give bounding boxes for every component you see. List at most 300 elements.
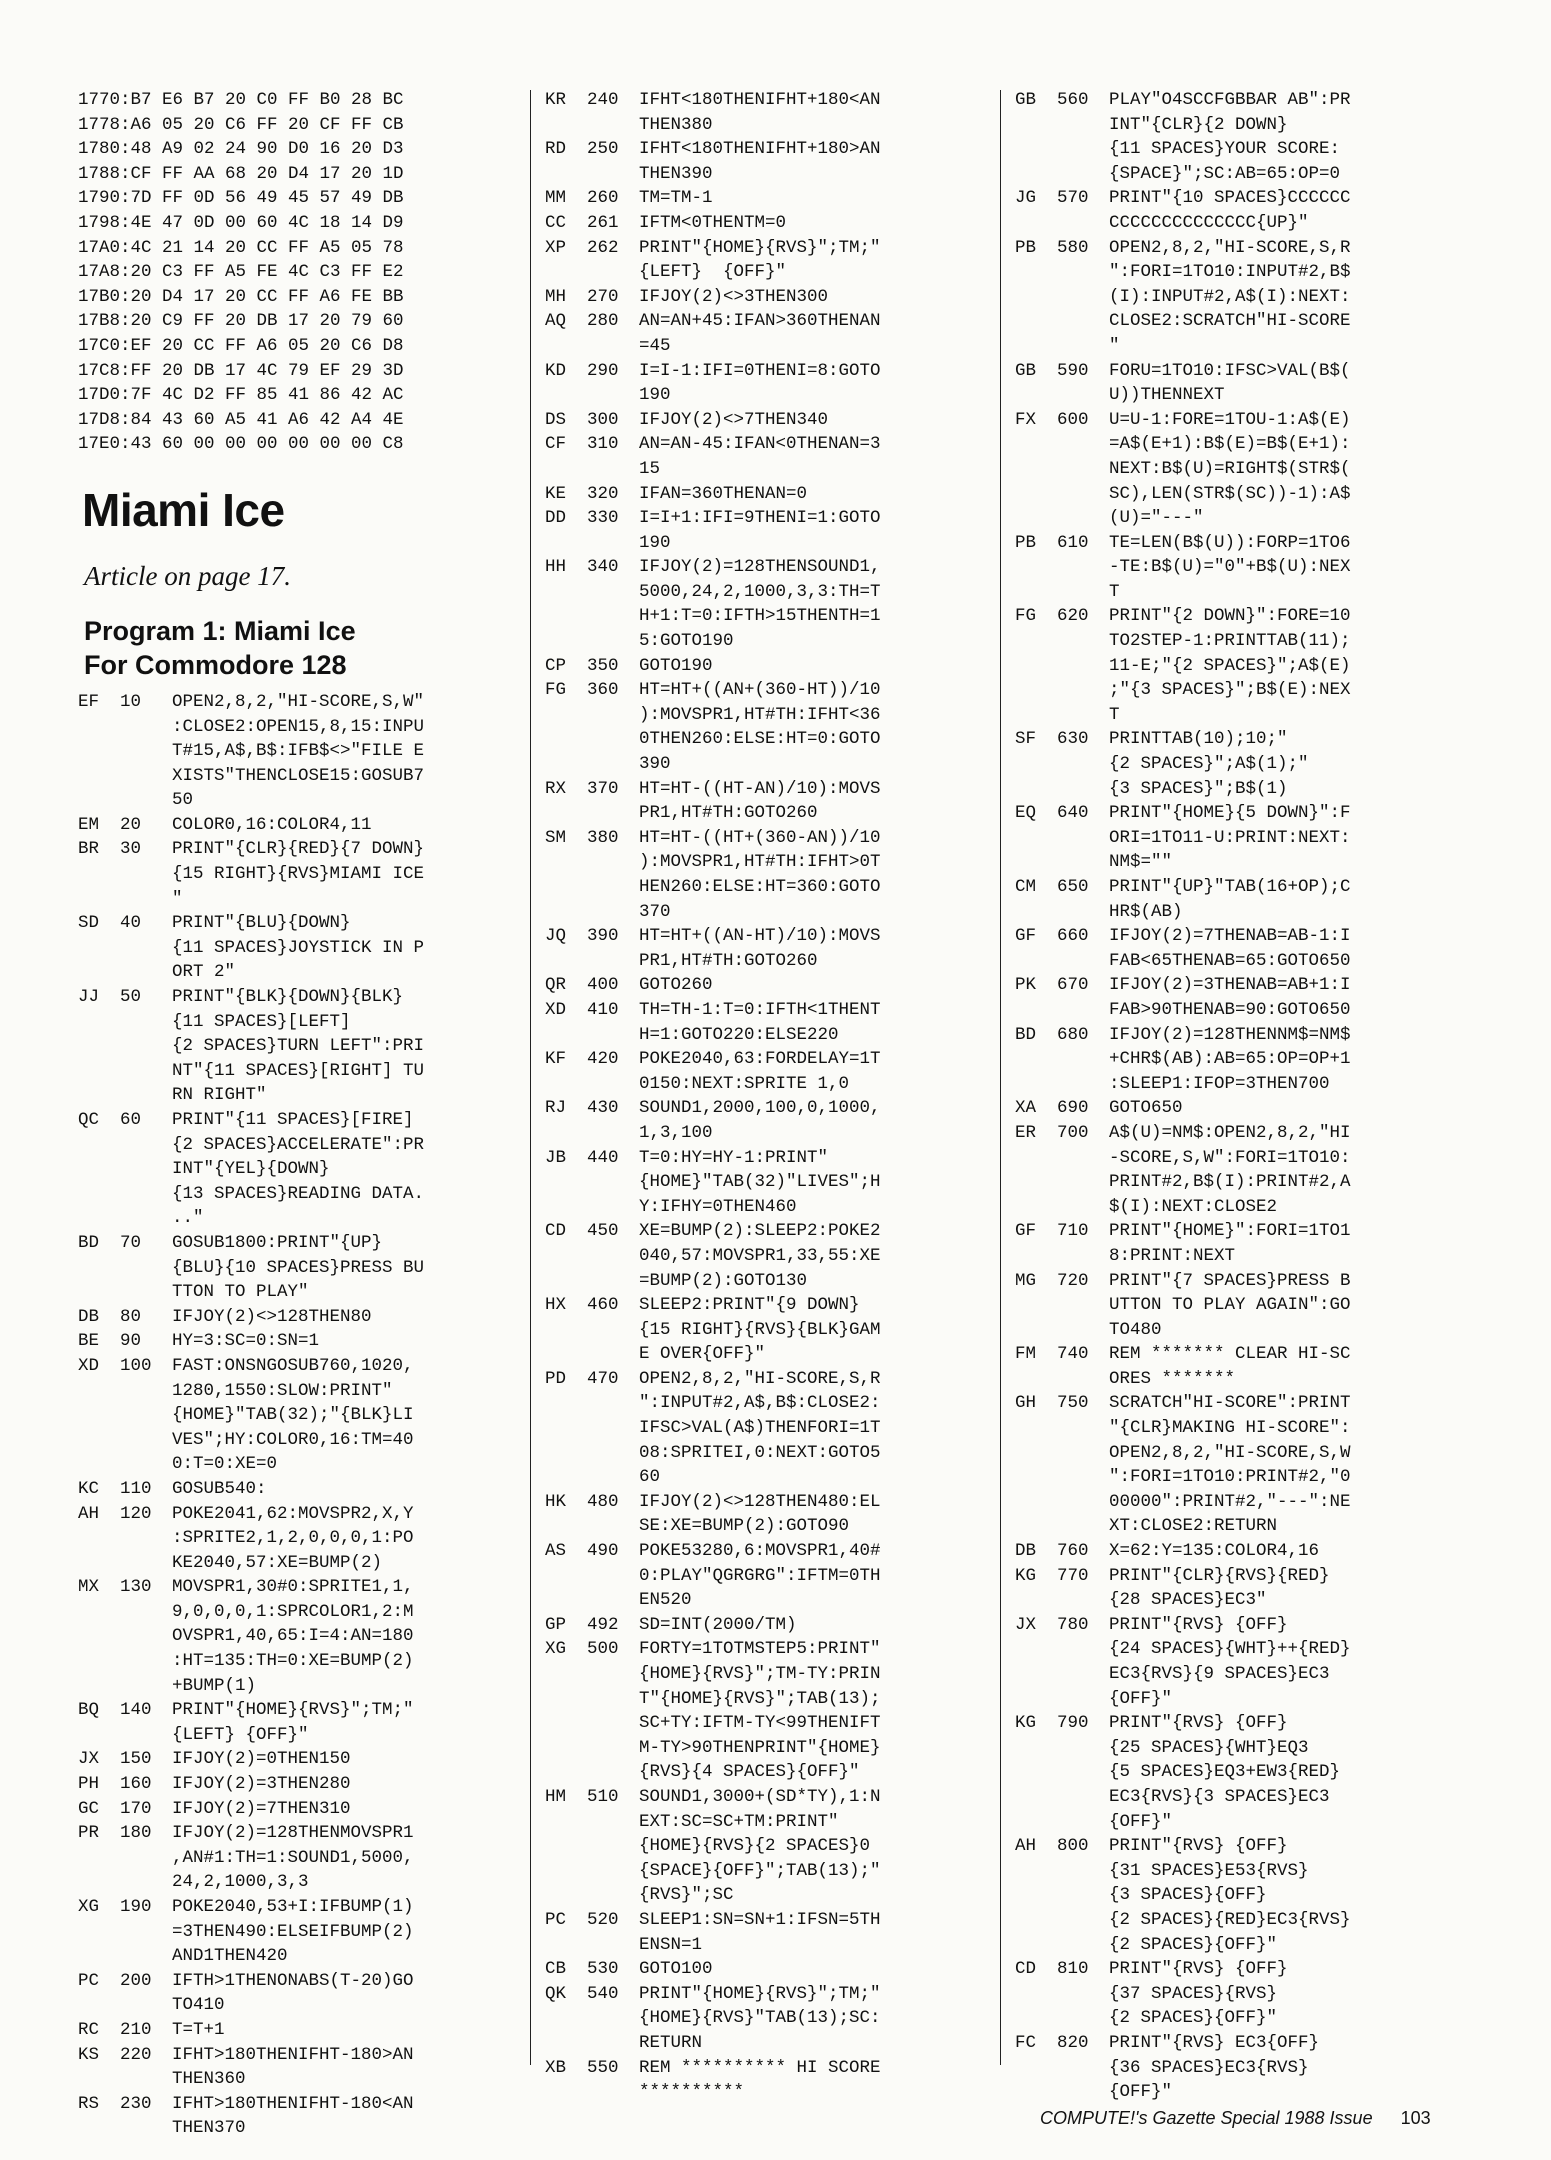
checksum-label: XA <box>1015 1098 1037 1119</box>
line-number <box>120 1624 172 1649</box>
code-text: IFJOY(2)=3THEN280 <box>172 1774 351 1795</box>
code-text: {36 SPACES}EC3{RVS} <box>1109 2057 1309 2078</box>
checksum-label: BQ <box>78 1700 100 1721</box>
listing-line <box>545 1711 995 1736</box>
line-number <box>1057 260 1109 285</box>
listing-line <box>545 2006 995 2031</box>
checksum-label <box>78 1157 120 1182</box>
listing-line <box>78 1083 508 1108</box>
code-text: :SLEEP1:IFOP=3THEN700 <box>1109 1073 1330 1094</box>
code-text: (U)="---" <box>1109 508 1204 529</box>
listing-line <box>78 1452 508 1477</box>
listing-line <box>1015 2080 1480 2105</box>
code-text: VES";HY:COLOR0,16:TM=40 <box>172 1429 414 1450</box>
checksum-label <box>1015 678 1057 703</box>
code-text: H+1:T=0:IFTH>15THENTH=1 <box>639 606 881 627</box>
code-text: {31 SPACES}E53{RVS} <box>1109 1860 1309 1881</box>
code-text: ):MOVSPR1,HT#TH:IFHT<36 <box>639 704 881 725</box>
checksum-label <box>545 875 587 900</box>
code-text: ":FORI=1TO10:INPUT#2,B$ <box>1109 262 1351 283</box>
listing-line <box>545 1564 995 1589</box>
checksum-label <box>1015 1416 1057 1441</box>
listing-line <box>1015 1514 1480 1539</box>
checksum-label: FM <box>1015 1344 1037 1365</box>
listing-line <box>545 1269 995 1294</box>
line-number <box>587 1170 639 1195</box>
listing-line <box>1015 973 1480 998</box>
code-text: ":FORI=1TO10:PRINT#2,"0 <box>1109 1467 1351 1488</box>
code-text: {RVS}";SC <box>639 1885 734 1906</box>
hex-dump-line: 1770:B7 E6 B7 20 C0 FF B0 28 BC <box>78 90 404 110</box>
code-text: OPEN2,8,2,"HI-SCORE,S,W <box>1109 1442 1351 1463</box>
code-text: T=0:HY=HY-1:PRINT" <box>639 1147 829 1168</box>
line-number <box>587 162 639 187</box>
listing-line <box>78 1231 508 1256</box>
code-text: {3 SPACES}";B$(1) <box>1109 778 1288 799</box>
code-text: UTTON TO PLAY AGAIN":GO <box>1109 1295 1351 1316</box>
listing-line <box>1015 1613 1480 1638</box>
checksum-label: HH <box>545 557 567 578</box>
listing-line <box>545 457 995 482</box>
listing-line <box>1015 1588 1480 1613</box>
code-text: GOSUB1800:PRINT"{UP} <box>172 1232 383 1253</box>
line-number <box>1057 580 1109 605</box>
listing-line <box>78 1895 508 1920</box>
code-text: -TE:B$(U)="0"+B$(U):NEX <box>1109 557 1351 578</box>
checksum-label <box>545 1514 587 1539</box>
listing-line <box>545 1982 995 2007</box>
checksum-label: PB <box>1015 532 1037 553</box>
listing-line <box>545 1146 995 1171</box>
checksum-label: HK <box>545 1491 567 1512</box>
listing-line <box>1015 285 1480 310</box>
listing-line <box>78 1256 508 1281</box>
listing-line <box>1015 359 1480 384</box>
checksum-label: GC <box>78 1798 100 1819</box>
checksum-label <box>545 1933 587 1958</box>
checksum-label: DB <box>1015 1541 1037 1562</box>
checksum-label <box>1015 777 1057 802</box>
listing-line <box>545 1072 995 1097</box>
checksum-label <box>1015 1588 1057 1613</box>
listing-line <box>545 1367 995 1392</box>
listing-line <box>1015 1465 1480 1490</box>
code-text: THEN360 <box>172 2069 246 2090</box>
line-number <box>587 457 639 482</box>
listing-line <box>1015 1146 1480 1171</box>
listing-line <box>545 211 995 236</box>
line-number: 520 <box>587 1909 619 1930</box>
listing-line <box>545 1416 995 1441</box>
listing-line <box>1015 1170 1480 1195</box>
listing-line <box>545 629 995 654</box>
code-text: FAB<65THENAB=65:GOTO650 <box>1109 950 1351 971</box>
line-number <box>1057 949 1109 974</box>
article-reference: Article on page 17. <box>84 560 291 591</box>
line-number <box>1057 1859 1109 1884</box>
code-text: +BUMP(1) <box>172 1675 257 1696</box>
listing-line <box>1015 1883 1480 1908</box>
code-text: EN520 <box>639 1590 692 1611</box>
listing-line <box>78 887 508 912</box>
checksum-label <box>545 801 587 826</box>
line-number <box>120 1600 172 1625</box>
checksum-label <box>78 764 120 789</box>
code-text: 5000,24,2,1000,3,3:TH=T <box>639 581 881 602</box>
code-text: POKE2040,53+I:IFBUMP(1) <box>172 1897 414 1917</box>
listing-line <box>1015 703 1480 728</box>
line-number: 820 <box>1057 2032 1089 2053</box>
listing-line <box>1015 924 1480 949</box>
listing-line <box>1015 1982 1480 2007</box>
line-number <box>1057 1367 1109 1392</box>
code-text: CLOSE2:SCRATCH"HI-SCORE <box>1109 311 1351 332</box>
code-text: GOTO260 <box>639 975 713 996</box>
checksum-label <box>1015 1490 1057 1515</box>
code-text: PRINT"{HOME}{RVS}";TM;" <box>172 1700 414 1721</box>
checksum-label: MH <box>545 286 567 307</box>
checksum-label <box>1015 2006 1057 2031</box>
checksum-label <box>1015 211 1057 236</box>
line-number: 710 <box>1057 1221 1089 1242</box>
code-text: IFJOY(2)<>3THEN300 <box>639 286 829 307</box>
line-number: 261 <box>587 212 619 233</box>
checksum-label <box>1015 1514 1057 1539</box>
code-text: PRINT#2,B$(I):PRINT#2,A <box>1109 1172 1351 1193</box>
code-text: U))THENNEXT <box>1109 385 1225 406</box>
checksum-label: HM <box>545 1786 567 1807</box>
checksum-label: EM <box>78 814 100 835</box>
checksum-label <box>78 1452 120 1477</box>
checksum-label: QR <box>545 975 567 996</box>
code-text: 190 <box>639 385 671 406</box>
line-number <box>587 1514 639 1539</box>
line-number: 190 <box>120 1897 152 1917</box>
listing-line <box>545 1219 995 1244</box>
checksum-label <box>1015 383 1057 408</box>
checksum-label: JQ <box>545 926 567 947</box>
line-number <box>587 1687 639 1712</box>
line-number: 740 <box>1057 1344 1089 1365</box>
checksum-label <box>1015 2080 1057 2105</box>
code-text: T <box>1109 704 1120 725</box>
checksum-label <box>545 703 587 728</box>
listing-line <box>545 1047 995 1072</box>
line-number <box>1057 678 1109 703</box>
listing-line <box>78 1551 508 1576</box>
checksum-label <box>545 2031 587 2056</box>
code-text: IFHT>180THENIFHT-180>AN <box>172 2044 414 2065</box>
checksum-label <box>78 1649 120 1674</box>
line-number <box>1057 2006 1109 2031</box>
line-number <box>587 1269 639 1294</box>
code-text: FAST:ONSNGOSUB760,1020, <box>172 1355 414 1376</box>
line-number <box>1057 1637 1109 1662</box>
line-number <box>1057 654 1109 679</box>
code-text: 60 <box>639 1467 661 1488</box>
listing-line <box>1015 1834 1480 1859</box>
line-number <box>120 764 172 789</box>
line-number <box>120 1059 172 1084</box>
checksum-label <box>545 1859 587 1884</box>
line-number <box>1057 1170 1109 1195</box>
program-title-line: Program 1: Miami Ice <box>84 615 356 646</box>
listing-line <box>1015 1342 1480 1367</box>
listing-line <box>1015 1023 1480 1048</box>
column-rule <box>1000 90 1001 2065</box>
listing-line <box>1015 457 1480 482</box>
checksum-label <box>545 531 587 556</box>
line-number: 460 <box>587 1295 619 1316</box>
listing-line <box>78 1206 508 1231</box>
listing-line <box>545 1613 995 1638</box>
line-number <box>120 1182 172 1207</box>
listing-line <box>78 1944 508 1969</box>
line-number: 170 <box>120 1798 152 1819</box>
code-text: 8:PRINT:NEXT <box>1109 1245 1236 1266</box>
code-text: 15 <box>639 458 661 479</box>
listing-line <box>545 850 995 875</box>
checksum-label <box>78 2116 120 2141</box>
code-text: HT=HT+((AN-HT)/10):MOVS <box>639 926 881 947</box>
checksum-label: FG <box>545 680 567 701</box>
code-text: THEN380 <box>639 114 713 135</box>
checksum-label <box>545 1391 587 1416</box>
line-number <box>1057 752 1109 777</box>
listing-line <box>545 580 995 605</box>
code-text: ORES ******* <box>1109 1368 1236 1389</box>
checksum-label <box>545 1711 587 1736</box>
line-number <box>1057 432 1109 457</box>
checksum-label: ER <box>1015 1122 1037 1143</box>
program-listing <box>545 88 995 2105</box>
code-text: E OVER{OFF}" <box>639 1344 766 1365</box>
line-number <box>1057 309 1109 334</box>
line-number <box>587 752 639 777</box>
listing-line <box>1015 850 1480 875</box>
listing-line <box>545 1957 995 1982</box>
listing-line <box>545 678 995 703</box>
code-text: OPEN2,8,2,"HI-SCORE,S,R <box>1109 237 1351 258</box>
checksum-label: XD <box>545 999 567 1020</box>
listing-line <box>545 2080 995 2105</box>
listing-line <box>78 1182 508 1207</box>
code-text: PRINT"{BLU}{DOWN} <box>172 913 351 934</box>
code-text: I=I+1:IFI=9THENI=1:GOTO <box>639 508 881 529</box>
listing-line <box>545 1736 995 1761</box>
listing-line <box>545 1810 995 1835</box>
code-text: ORT 2" <box>172 962 236 983</box>
line-number <box>1057 1933 1109 1958</box>
code-text: {5 SPACES}EQ3+EW3{RED} <box>1109 1762 1341 1783</box>
line-number <box>587 334 639 359</box>
listing-line <box>545 1514 995 1539</box>
listing-line <box>1015 777 1480 802</box>
code-text: PRINT"{RVS} {OFF} <box>1109 1713 1288 1734</box>
listing-line <box>1015 506 1480 531</box>
code-text: IFHT<180THENIFHT+180<AN <box>639 90 881 110</box>
code-text: SLEEP1:SN=SN+1:IFSN=5TH <box>639 1909 881 1930</box>
code-text: SC),LEN(STR$(SC))-1):A$ <box>1109 483 1351 504</box>
column-rule <box>530 90 531 2065</box>
line-number <box>1057 1588 1109 1613</box>
checksum-label: SM <box>545 827 567 848</box>
listing-line <box>78 1969 508 1994</box>
line-number <box>587 1342 639 1367</box>
checksum-label: RD <box>545 139 567 160</box>
checksum-label <box>545 1810 587 1835</box>
code-text: $(I):NEXT:CLOSE2 <box>1109 1196 1278 1217</box>
line-number: 370 <box>587 778 619 799</box>
listing-line <box>78 837 508 862</box>
checksum-label: RX <box>545 778 567 799</box>
code-text: RETURN <box>639 2032 703 2053</box>
code-text: NEXT:B$(U)=RIGHT$(STR$( <box>1109 458 1351 479</box>
checksum-label <box>1015 826 1057 851</box>
line-number: 580 <box>1057 237 1089 258</box>
listing-line <box>545 309 995 334</box>
line-number: 262 <box>587 237 619 258</box>
code-text: 0:PLAY"QGRGRG":IFTM=0TH <box>639 1565 881 1586</box>
checksum-label: PB <box>1015 237 1037 258</box>
checksum-label <box>545 1269 587 1294</box>
line-number: 450 <box>587 1221 619 1242</box>
code-text: H=1:GOTO220:ELSE220 <box>639 1024 839 1045</box>
line-number: 90 <box>120 1331 142 1352</box>
listing-line <box>78 1428 508 1453</box>
line-number: 660 <box>1057 926 1089 947</box>
checksum-label: GF <box>1015 1221 1037 1242</box>
listing-line <box>1015 1269 1480 1294</box>
code-text: PRINTTAB(10);10;" <box>1109 729 1288 750</box>
line-number: 640 <box>1057 803 1089 824</box>
line-number <box>1057 285 1109 310</box>
code-text: 040,57:MOVSPR1,33,55:XE <box>639 1245 881 1266</box>
checksum-label: FC <box>1015 2032 1037 2053</box>
code-text: {HOME}{RVS}"TAB(13);SC: <box>639 2008 881 2029</box>
code-text: =45 <box>639 335 671 356</box>
code-text: {2 SPACES}";A$(1);" <box>1109 754 1309 775</box>
code-text: MOVSPR1,30#0:SPRITE1,1, <box>172 1577 414 1598</box>
listing-line <box>1015 88 1480 113</box>
line-number <box>587 2080 639 2105</box>
checksum-label: RJ <box>545 1098 567 1119</box>
checksum-label <box>545 629 587 654</box>
code-text: CCCCCCCCCCCCCC{UP}" <box>1109 212 1309 233</box>
code-text: {11 SPACES}[LEFT] <box>172 1011 351 1032</box>
line-number <box>120 1010 172 1035</box>
checksum-label: EF <box>78 691 100 712</box>
checksum-label: RS <box>78 2093 100 2114</box>
checksum-label <box>1015 654 1057 679</box>
checksum-label <box>78 1723 120 1748</box>
checksum-label <box>545 1244 587 1269</box>
line-number <box>1057 1514 1109 1539</box>
line-number: 690 <box>1057 1098 1089 1119</box>
hex-dump-line: 1780:48 A9 02 24 90 D0 16 20 D3 <box>78 139 404 160</box>
code-text: 190 <box>639 532 671 553</box>
listing-line <box>545 555 995 580</box>
checksum-label <box>1015 752 1057 777</box>
checksum-label <box>1015 334 1057 359</box>
checksum-label: GB <box>1015 90 1037 110</box>
line-number <box>1057 506 1109 531</box>
code-text: PRINT"{BLK}{DOWN}{BLK} <box>172 987 404 1008</box>
line-number <box>1057 1244 1109 1269</box>
listing-line <box>1015 604 1480 629</box>
line-number <box>1057 482 1109 507</box>
listing-line <box>1015 1908 1480 1933</box>
line-number: 760 <box>1057 1541 1089 1562</box>
code-text: T#15,A$,B$:IFB$<>"FILE E <box>172 741 425 762</box>
listing-line <box>1015 1244 1480 1269</box>
line-number <box>587 629 639 654</box>
code-text: " <box>172 888 183 909</box>
line-number <box>587 2031 639 2056</box>
line-number <box>120 1256 172 1281</box>
listing-line <box>545 826 995 851</box>
listing-line <box>545 1588 995 1613</box>
checksum-label <box>545 1342 587 1367</box>
checksum-label <box>1015 285 1057 310</box>
line-number <box>587 703 639 728</box>
code-text: IFJOY(2)<>128THEN480:EL <box>639 1491 881 1512</box>
listing-line <box>545 1834 995 1859</box>
line-number <box>120 862 172 887</box>
line-number <box>1057 1146 1109 1171</box>
line-number <box>587 949 639 974</box>
line-number: 30 <box>120 839 142 860</box>
line-number: 150 <box>120 1749 152 1770</box>
checksum-label <box>545 1170 587 1195</box>
checksum-label <box>545 1588 587 1613</box>
code-text: :CLOSE2:OPEN15,8,15:INPU <box>172 716 425 737</box>
line-number <box>1057 1982 1109 2007</box>
line-number <box>1057 629 1109 654</box>
listing-line <box>1015 1760 1480 1785</box>
code-text: 9,0,0,0,1:SPRCOLOR1,2:M <box>172 1601 414 1622</box>
line-number <box>587 1834 639 1859</box>
line-number: 430 <box>587 1098 619 1119</box>
checksum-label <box>78 1010 120 1035</box>
line-number: 20 <box>120 814 142 835</box>
code-text: {SPACE}{OFF}";TAB(13);" <box>639 1860 881 1881</box>
checksum-label <box>1015 1047 1057 1072</box>
listing-line <box>545 2031 995 2056</box>
checksum-label <box>545 383 587 408</box>
checksum-label: KE <box>545 483 567 504</box>
code-text: HT=HT-((HT+(360-AN))/10 <box>639 827 881 848</box>
listing-line <box>1015 1785 1480 1810</box>
line-number <box>120 1920 172 1945</box>
line-number <box>1057 162 1109 187</box>
line-number: 750 <box>1057 1393 1089 1414</box>
line-number <box>120 1649 172 1674</box>
line-number <box>1057 900 1109 925</box>
line-number <box>587 113 639 138</box>
code-text: COLOR0,16:COLOR4,11 <box>172 814 372 835</box>
line-number: 10 <box>120 691 142 712</box>
checksum-label <box>78 862 120 887</box>
code-text: TO480 <box>1109 1319 1162 1340</box>
line-number <box>587 383 639 408</box>
listing-line <box>78 1403 508 1428</box>
checksum-label <box>545 580 587 605</box>
checksum-label: BD <box>1015 1024 1037 1045</box>
checksum-label: GP <box>545 1614 567 1635</box>
listing-line <box>78 690 508 715</box>
checksum-label <box>1015 1244 1057 1269</box>
